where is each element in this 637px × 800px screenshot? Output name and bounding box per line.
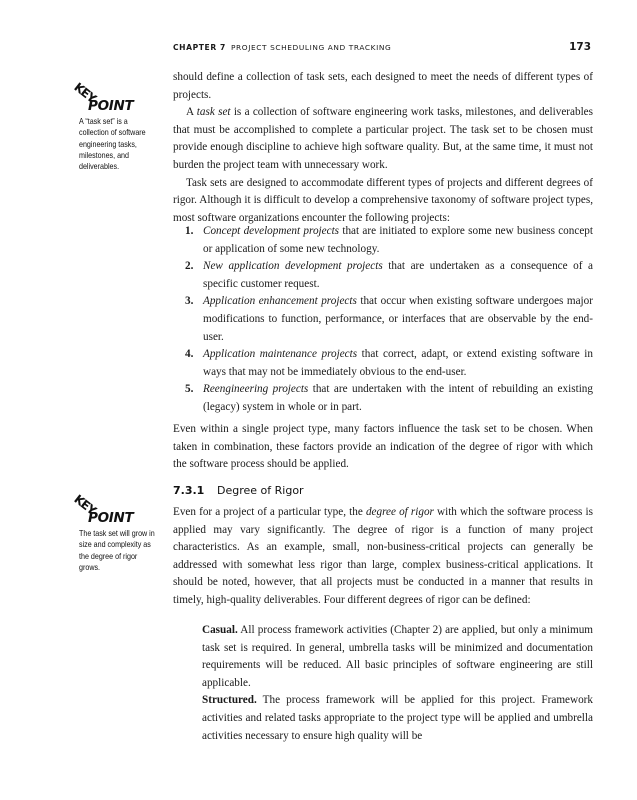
- running-header: [173, 42, 593, 56]
- rigor-label: Structured.: [202, 694, 257, 707]
- list-item: 3. Application enhancement projects that occur when existing software undergoes major modifications to function, performance, or interfaces that are observable by the end-user.: [185, 295, 593, 343]
- body-text-rigor: [173, 504, 593, 610]
- section-title: Degree of Rigor: [217, 484, 304, 497]
- key-point-sidebar-2: [71, 490, 161, 573]
- body-text-middle: [173, 421, 593, 474]
- term-task-set: task set: [196, 106, 231, 119]
- body-text-top: [173, 69, 593, 227]
- key-label: KEY: [71, 492, 99, 518]
- term-degree-of-rigor: degree of rigor: [365, 506, 434, 518]
- list-item: 2. New application development projects that are undertaken as a consequence of a specific customer request.: [185, 260, 593, 290]
- key-point-text: A “task set” is a collection of software engineering tasks, milestones, and deliverables.: [79, 116, 146, 172]
- key-point-text: The task set will grow in size and complexity as the degree of rigor grows.: [79, 528, 155, 572]
- point-label: POINT: [88, 510, 134, 526]
- list-item: 5. Reengineering projects that are undertaken with the intent of rebuilding an existing (legacy) system in whole or in part.: [185, 383, 593, 413]
- paragraph: Even within a single project type, many factors influence the task set to be chosen. When taken in combination, these factors provide an indication of the degree of rigor with which the software process should be applied.: [173, 423, 593, 471]
- section-number: 7.3.1: [173, 484, 205, 497]
- key-point-sidebar-1: [71, 78, 161, 172]
- list-item: 1. Concept development projects that are initiated to explore some new business concept or application of some new technology.: [185, 225, 594, 255]
- key-point-badge: [71, 78, 161, 116]
- rigor-label: Casual.: [202, 624, 238, 636]
- paragraph-degree-of-rigor: Even for a project of a particular type, the degree of rigor with which the software process is applied may vary significantly. The degree of rigor is a function of many project characteristics. As an example, small, non-business-critical projects can generally be addressed with somewhat less rigor than large, complex business-critical applications. It should be noted, however, that all projects must be conducted in a manner that results in timely, high-quality deliverables. Four different degrees of rigor can be defined:: [173, 506, 593, 606]
- list-term: New application development projects: [203, 260, 383, 273]
- list-term: Application maintenance projects: [203, 348, 358, 361]
- chapter-title: PROJECT SCHEDULING AND TRACKING: [231, 43, 392, 52]
- list-term: Concept development projects: [203, 225, 340, 237]
- list-term: Reengineering projects: [203, 383, 309, 396]
- rigor-casual: Casual. All process framework activities (Chapter 2) are applied, but only a minimum task set is required. In general, umbrella tasks will be minimized and documentation requirements will be reduced. All basic principles of software engineering are still applicable.: [202, 624, 593, 689]
- section-heading: [173, 484, 304, 497]
- paragraph: should define a collection of task sets, each designed to meet the needs of different types of projects.: [173, 71, 593, 101]
- chapter-label: CHAPTER 7: [173, 43, 226, 52]
- key-point-badge: [71, 490, 161, 528]
- list-item: 4. Application maintenance projects that correct, adapt, or extend existing software in ways that may not be immediately obvious to the end-user.: [185, 348, 593, 378]
- point-label: POINT: [88, 98, 134, 114]
- page-number: 173: [569, 41, 591, 53]
- rigor-definitions: [202, 622, 593, 745]
- project-type-list: [173, 223, 593, 417]
- rigor-structured: Structured. The process framework will be applied for this project. Framework activities and related tasks appropriate to the project type will be applied and umbrella activities necessary to ensure high quality will be: [202, 694, 593, 742]
- list-term: Application enhancement projects: [203, 295, 357, 308]
- paragraph: Task sets are designed to accommodate different types of projects and different degrees of rigor. Although it is difficult to develop a comprehensive taxonomy of software project types, most software organizations encounter the following projects:: [173, 176, 593, 224]
- paragraph-task-set: A task set is a collection of software engineering work tasks, milestones, and deliverables that must be accomplished to complete a particular project. The task set to be chosen must provide enough discipline to achieve high software quality. But, at the same time, it must not burden the project team with unnecessary work.: [173, 106, 593, 171]
- key-label: KEY: [71, 80, 99, 106]
